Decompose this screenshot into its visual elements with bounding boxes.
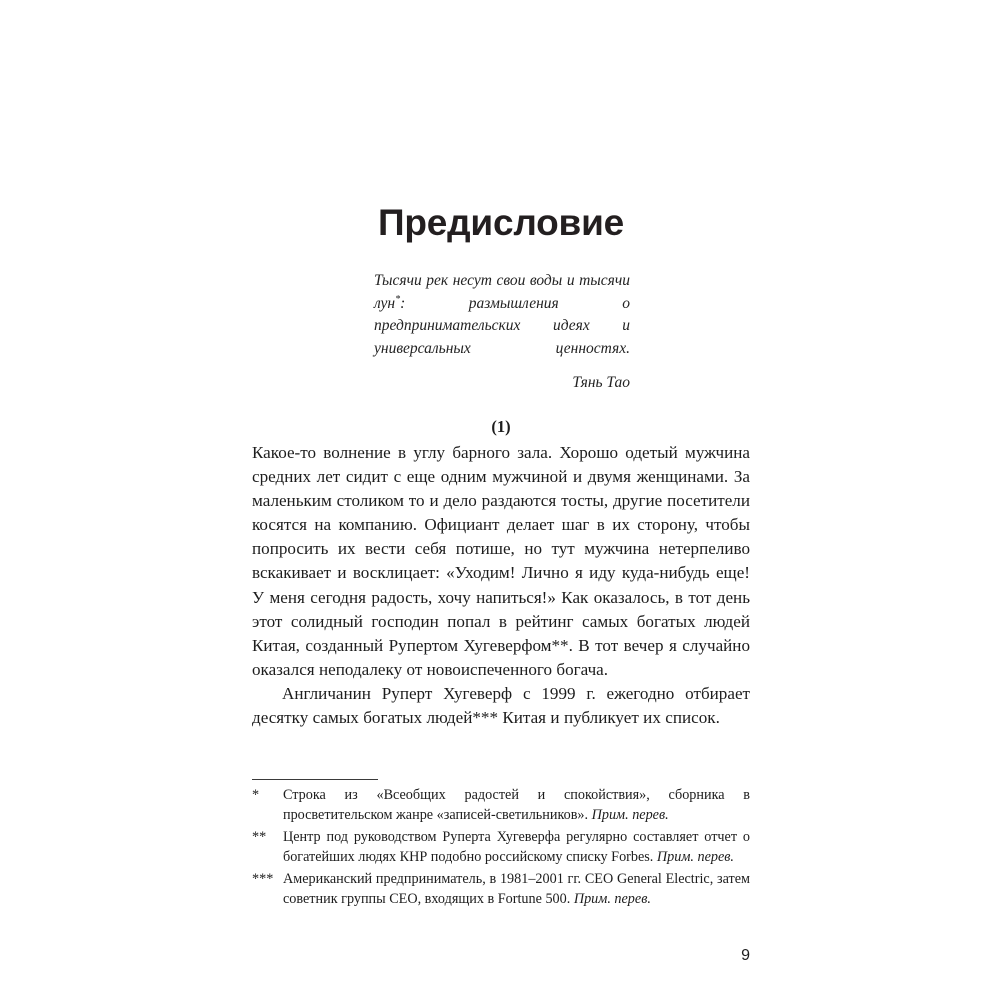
footnote-ref-1: * (395, 293, 401, 305)
footnote-list (252, 786, 750, 913)
epigraph-line-3: о предпринимательских идеях (374, 294, 630, 334)
epigraph-attribution: Тянь Тао (572, 374, 630, 391)
footnote-marker: ** (252, 829, 267, 846)
epigraph-line-2-head: и тысячи лун (374, 272, 631, 312)
page-number: 9 (741, 947, 750, 964)
epigraph-line-1: Тысячи рек несут свои воды (374, 272, 563, 289)
footnote-item (252, 786, 750, 825)
section-number: (1) (491, 417, 511, 436)
epigraph-text (374, 270, 630, 360)
footnote-item (252, 870, 750, 909)
footnote-translator-note: Прим. перев. (591, 806, 669, 823)
footnote-item (252, 828, 750, 867)
page-title: Предисловие (377, 201, 625, 243)
footnote-text: Строка из «Всеобщих радостей и спокойствия», сборника в просветительском жанре «записей-светильников». (283, 787, 750, 823)
footnote-marker: * (252, 787, 260, 803)
epigraph-line-4: и универсальных ценностях. (374, 317, 631, 357)
footnote-separator-rule (252, 779, 378, 780)
body-text (252, 441, 750, 730)
body-paragraph: Какое-то волнение в углу барного зала. Хорошо одетый мужчина средних лет сидит с еще одним мужчиной и двумя женщинами. За маленьким столиком то и дело раздаются тосты, другие посетители косятся на компанию. Официант делает шаг в их сторону, чтобы попросить их вести себя потише, но тут мужчина нетерпеливо вскакивает и восклицает: «Уходим! Лично я иду куда-нибудь еще! У меня сегодня радость, хочу напиться!» Как оказалось, в тот день этот солидный господин попал в рейтинг самых богатых людей Китая, созданный Рупертом Хугеверфом**. В тот вечер я случайно оказался неподалеку от новоиспеченного богача. (252, 443, 750, 679)
footnote-text: Центр под руководством Руперта Хугеверфа регулярно составляет отчет о богатейших людях КНР подобно российскому списку Forbes. (283, 829, 750, 865)
epigraph-line-2-tail: : размышления (400, 294, 559, 312)
footnote-translator-note: Прим. перев. (656, 848, 734, 865)
epigraph (374, 270, 630, 394)
body-paragraph: Англичанин Руперт Хугеверф с 1999 г. ежегодно отбирает десятку самых богатых людей*** Китая и публикует их список. (252, 683, 750, 728)
footnote-translator-note: Прим. перев. (573, 890, 651, 907)
footnote-text: Американский предприниматель, в 1981–2001 гг. CEO General Electric, затем советник группы CEO, входящих в Fortune 500. (283, 871, 750, 907)
footnote-marker: *** (252, 871, 274, 888)
